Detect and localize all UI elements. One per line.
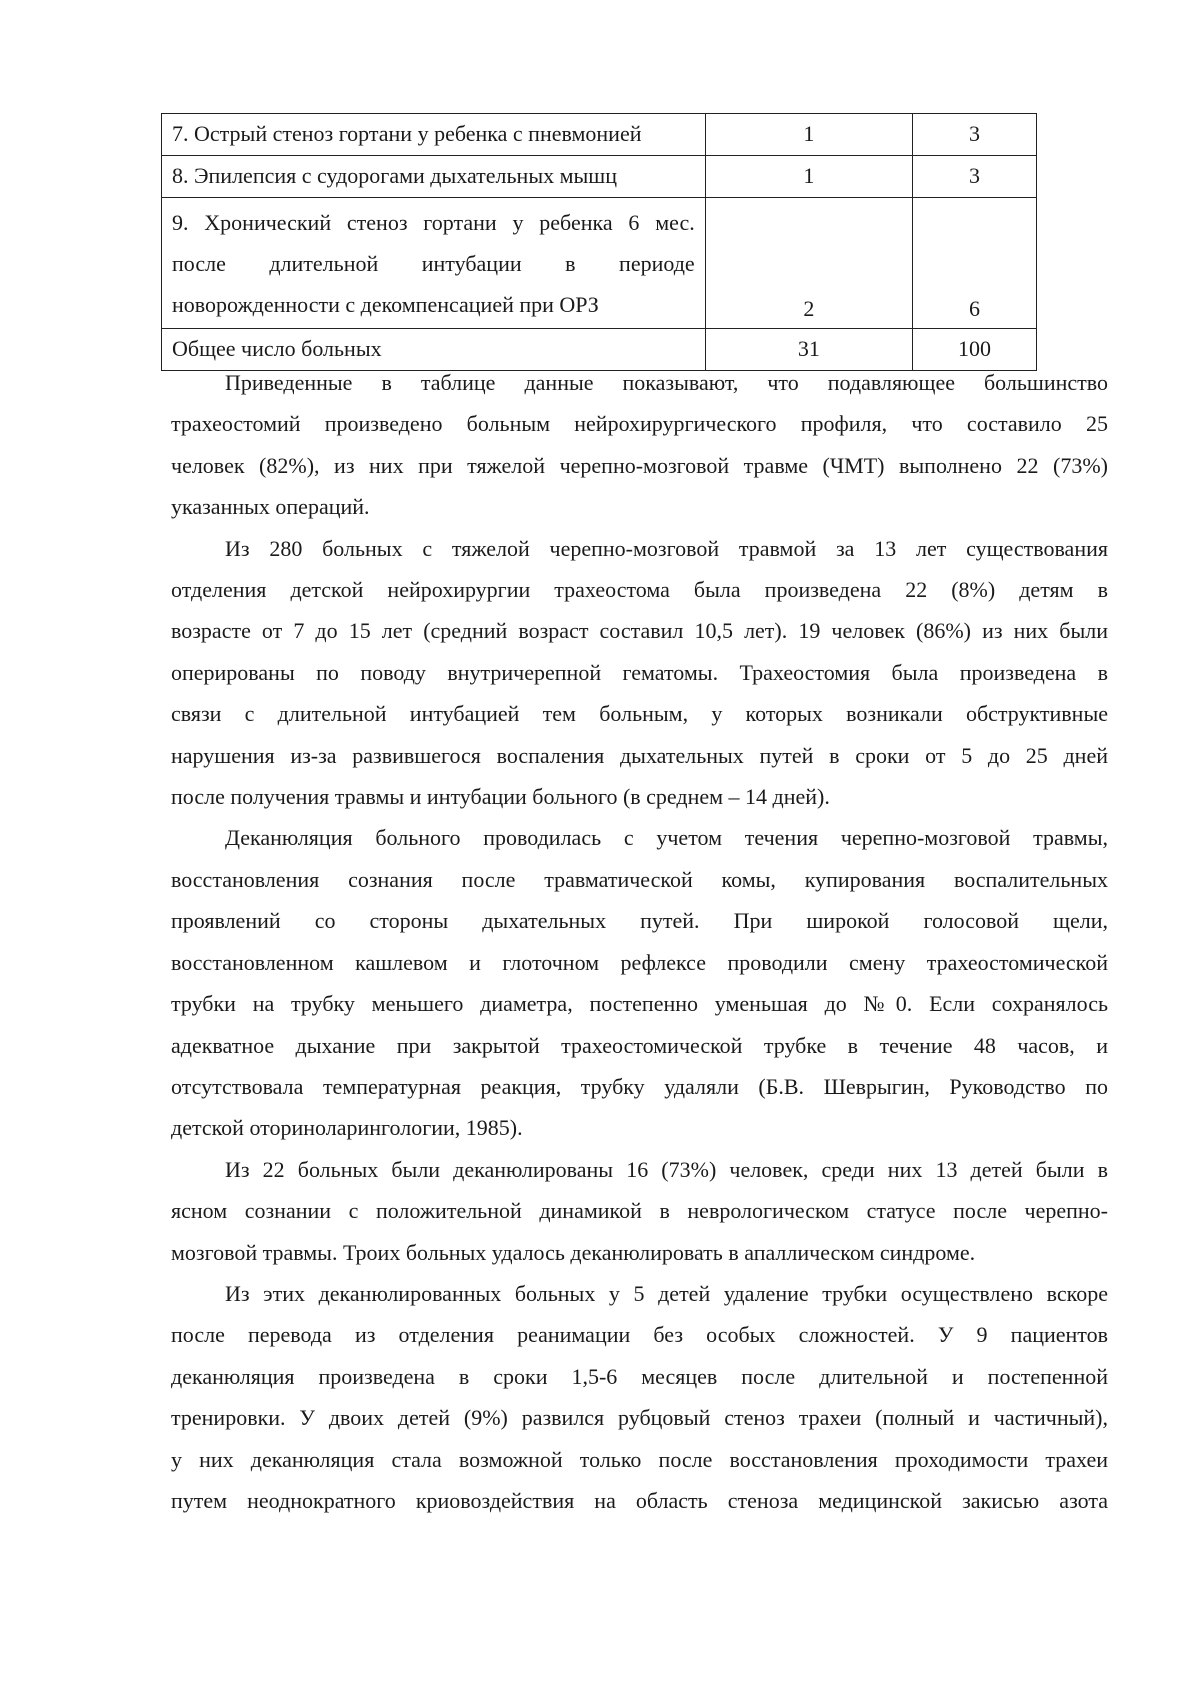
table-cell-count: 1	[705, 114, 912, 156]
table-cell-percent: 6	[912, 198, 1036, 329]
table-row	[162, 198, 1037, 329]
patient-table	[161, 113, 1037, 371]
paragraph	[171, 1273, 1108, 1521]
paragraph	[171, 362, 1108, 528]
table-cell-count: 2	[705, 198, 912, 329]
paragraph-line: Деканюляция больного проводилась с учетом течения черепно-мозговой травмы,	[225, 825, 1108, 851]
paragraph-line: оперированы по поводу внутричерепной гематомы. Трахеостомия была произведена в	[171, 659, 1108, 685]
table-row	[162, 156, 1037, 198]
table-row	[162, 114, 1037, 156]
paragraph-line: проявлений со стороны дыхательных путей. При широкой голосовой щели,	[171, 908, 1108, 934]
paragraph-line: мозговой травмы. Троих больных удалось деканюлировать в апаллическом синдроме.	[171, 1239, 976, 1265]
paragraph-line: Из 22 больных были деканюлированы 16 (73%) человек, среди них 13 детей были в	[225, 1156, 1108, 1182]
paragraph-line: связи с длительной интубацией тем больным, у которых возникали обструктивные	[171, 701, 1108, 727]
table-cell-percent: 3	[912, 114, 1036, 156]
paragraph	[171, 528, 1108, 818]
paragraph-line: нарушения из-за развившегося воспаления дыхательных путей в сроки от 5 до 25 дней	[171, 742, 1108, 768]
paragraph-line: Из этих деканюлированных больных у 5 детей удаление трубки осуществлено вскоре	[225, 1280, 1108, 1306]
table-cell-line: 9. Хронический стеноз гортани у ребенка 6 мес.	[172, 209, 695, 235]
paragraph-line: Приведенные в таблице данные показывают, что подавляющее большинство	[225, 370, 1108, 395]
table-cell-diagnosis: 8. Эпилепсия с судорогами дыхательных мышц	[162, 156, 706, 198]
table-cell-total-percent: 100	[912, 329, 1036, 371]
table-cell-line: после длительной интубации в периоде	[172, 250, 695, 276]
paragraph-line: после перевода из отделения реанимации без особых сложностей. У 9 пациентов	[171, 1322, 1108, 1348]
paragraph-line: возрасте от 7 до 15 лет (средний возраст составил 10,5 лет). 19 человек (86%) из них были	[171, 618, 1108, 644]
table-cell-diagnosis: 7. Острый стеноз гортани у ребенка с пневмонией	[162, 114, 706, 156]
paragraph-line: указанных операций.	[171, 494, 370, 520]
table-cell-line: новорожденности с декомпенсацией при ОРЗ	[172, 291, 599, 317]
table-cell-total-label: Общее число больных	[162, 329, 706, 371]
paragraph-line: после получения травмы и интубации больного (в среднем – 14 дней).	[171, 784, 830, 810]
paragraph-line: человек (82%), из них при тяжелой черепно-мозговой травме (ЧМТ) выполнено 22 (73%)	[171, 452, 1108, 478]
paragraph-line: тренировки. У двоих детей (9%) развился рубцовый стеноз трахеи (полный и частичный),	[171, 1405, 1108, 1431]
paragraph-line: отделения детской нейрохирургии трахеостома была произведена 22 (8%) детям в	[171, 577, 1108, 603]
paragraph-line: отсутствовала температурная реакция, трубку удаляли (Б.В. Шеврыгин, Руководство по	[171, 1073, 1108, 1099]
paragraph-line: восстановленном кашлевом и глоточном рефлексе проводили смену трахеостомической	[171, 949, 1108, 975]
paragraph	[171, 1149, 1108, 1273]
table-cell-diagnosis	[162, 198, 706, 329]
paragraph-line: ясном сознании с положительной динамикой в неврологическом статусе после черепно-	[171, 1198, 1108, 1224]
paragraph-line: адекватное дыхание при закрытой трахеостомической трубке в течение 48 часов, и	[171, 1032, 1108, 1058]
paragraph-line: трахеостомий произведено больным нейрохирургического профиля, что составило 25	[171, 411, 1108, 437]
paragraph-line: путем неоднократного криовоздействия на область стеноза медицинской закисью азота	[171, 1487, 1108, 1513]
paragraph-line: детской оториноларингологии, 1985).	[171, 1115, 523, 1141]
table-cell-count: 1	[705, 156, 912, 198]
paragraph-line: трубки на трубку меньшего диаметра, постепенно уменьшая до №0. Если сохранялось	[171, 991, 1108, 1017]
paragraph-line: у них деканюляция стала возможной только после восстановления проходимости трахеи	[171, 1446, 1108, 1472]
table-cell-total-count: 31	[705, 329, 912, 371]
paragraph-line: деканюляция произведена в сроки 1,5-6 месяцев после длительной и постепенной	[171, 1363, 1108, 1389]
table-cell-percent: 3	[912, 156, 1036, 198]
paragraph-line: восстановления сознания после травматической комы, купирования воспалительных	[171, 866, 1108, 892]
paragraph-line: Из 280 больных с тяжелой черепно-мозговой травмой за 13 лет существования	[225, 535, 1108, 561]
body-text	[171, 362, 1108, 1521]
paragraph	[171, 817, 1108, 1148]
